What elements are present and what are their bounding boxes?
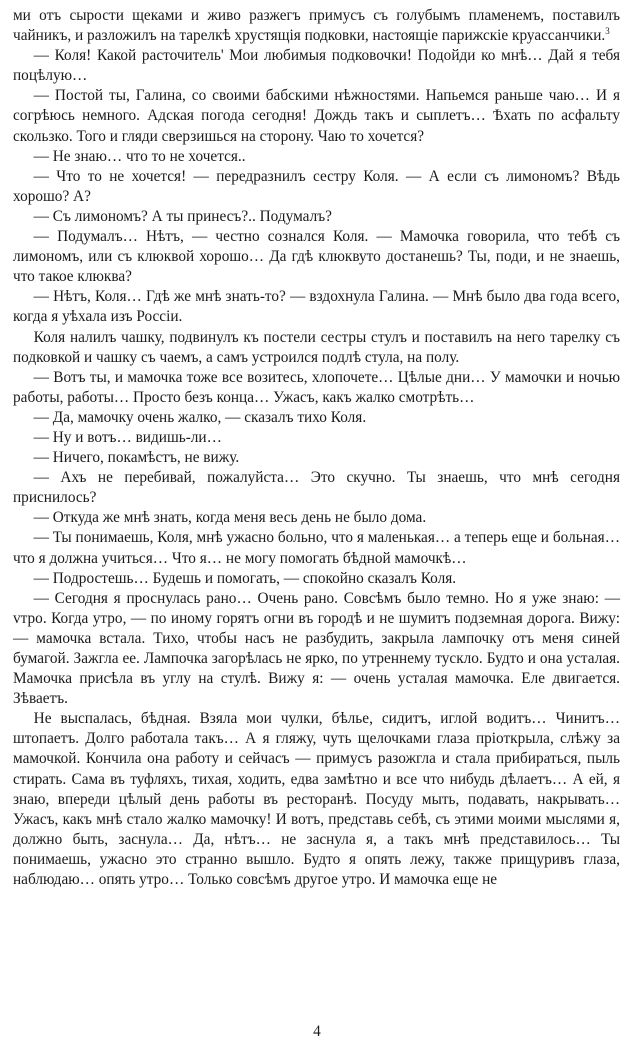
paragraph-8: — Нѣтъ, Коля… Гдѣ же мнѣ знать-то? — вздохнула Галина. — Мнѣ было два года всего, когда я уѣхала изъ Россіи. xyxy=(13,288,620,326)
paragraph-13: — Ничего, покамѣстъ, не вижу. xyxy=(33,449,240,467)
paragraph-17: — Подростешь… Будешь и помогать, — спокойно сказалъ Коля. xyxy=(33,569,457,587)
footnote-marker: 3 xyxy=(605,26,610,37)
page-number: 4 xyxy=(313,1023,321,1040)
paragraph-19: Не выспалась, бѣдная. Взяла мои чулки, бѣлье, сидитъ, иглой водитъ… Чинитъ… штопаетъ. Долго работала такъ… А я гляжу, чуть щелочками глаза пріоткрыла, слѣжу за мамочкой. Кончила она работу и сейчасъ — примусъ разожгла и стала прибираться, пыль стирать. Сама въ туфляхъ, тихая, ходить, едва замѣтно и все что нибудь дѣлаетъ… А ей, я знаю, впереди цѣлый день работы въ ресторанѣ. Посуду мыть, подавать, накрывать… Ужасъ, какъ мнѣ стало жалко мамочку! И вотъ, представь себѣ, съ этими моими мыслями я, должно быть, заснула… Да, нѣтъ… не заснула я, а такъ мнѣ представилось… Ты понимаешь, ужасно это странно вышло. Будто я опять лежу, также прищуривъ глаза, наблюдаю… опять утро… Только совсѣмъ другое утро. И мамочка еще не xyxy=(13,710,620,889)
paragraph-2: — Коля! Какой расточитель' Мои любимыя подковочки! Подойди ко мнѣ… Дай я тебя поцѣлую… xyxy=(13,47,620,85)
paragraph-5: — Что то не хочется! — передразнилъ сестру Коля. — А если съ лимономъ? Вѣдь хорошо? А? xyxy=(13,167,620,205)
paragraph-15: — Откуда же мнѣ знать, когда меня весь день не было дома. xyxy=(33,509,427,527)
paragraph-14: — Ахъ не перебивай, пожалуйста… Это скучно. Ты знаешь, что мнѣ сегодня приснилось? xyxy=(13,469,620,507)
paragraph-12: — Ну и вотъ… видишь-ли… xyxy=(33,428,222,446)
paragraph-18: — Сегодня я проснулась рано… Очень рано. Совсѣмъ было темно. Но я уже знаю: — vтро. Когда утро, — по иному горятъ огни въ городѣ и не шумитъ подземная дорога. Вижу: — мамочка встала. Тихо, чтобы насъ не разбудить, закрыла лампочку отъ меня синей бумагой. Зажгла ее. Лампочка загорѣлась не ярко, по утреннему тускло. Будто и она усталая. Мамочка присѣла въ углу на стулѣ. Вижу я: — очень усталая мамочка. Еле двигается. Зѣваетъ. xyxy=(13,589,620,708)
paragraph-1-text: ми отъ сырости щеками и живо разжегъ примусъ съ голубымъ пламенемъ, поставилъ чайникъ, и разложилъ на тарелкѣ хрустящія подковки, настоящіе парижскіе круассанчики. xyxy=(13,7,620,45)
paragraph-16: — Ты понимаешь, Коля, мнѣ ужасно больно, что я маленькая… а теперь еще и больная… что я должна учиться… Что я… не могу помогать бѣдной мамочкѣ… xyxy=(13,529,620,567)
paragraph-11: — Да, мамочку очень жалко, — сказалъ тихо Коля. xyxy=(33,408,367,426)
paragraph-1 xyxy=(13,6,620,46)
paragraph-4: — Не знаю… что то не хочется.. xyxy=(33,147,246,165)
paragraph-7: — Подумалъ… Нѣтъ, — честно сознался Коля. — Мамочка говорила, что тебѣ съ лимономъ, или съ клюквой хорошо… Да гдѣ клюквуто достанешь? Ты, поди, и не знаешь, что такое клюква? xyxy=(13,228,620,286)
body-text xyxy=(13,6,620,890)
paragraph-3: — Постой ты, Галина, со своими бабскими нѣжностями. Напьемся раньше чаю… И я согрѣюсь немного. Адская погода сегодня! Дождь такъ и сыплетъ… Ѣхать по асфальту скользко. Того и гляди сверзишься на сторону. Чаю то хочется? xyxy=(13,87,620,145)
paragraph-10: — Вотъ ты, и мамочка тоже все возитесь, хлопочете… Цѣлые дни… У мамочки и ночью работы, работы… Просто безъ конца… Ужасъ, какъ жалко смотрѣть… xyxy=(13,368,620,406)
paragraph-6: — Съ лимономъ? А ты принесъ?.. Подумалъ? xyxy=(33,207,332,225)
paragraph-9: Коля налилъ чашку, подвинулъ къ постели сестры стулъ и поставилъ на него тарелку съ подковкой и чашку съ чаемъ, а самъ устроился подлѣ стула, на полу. xyxy=(13,328,620,366)
